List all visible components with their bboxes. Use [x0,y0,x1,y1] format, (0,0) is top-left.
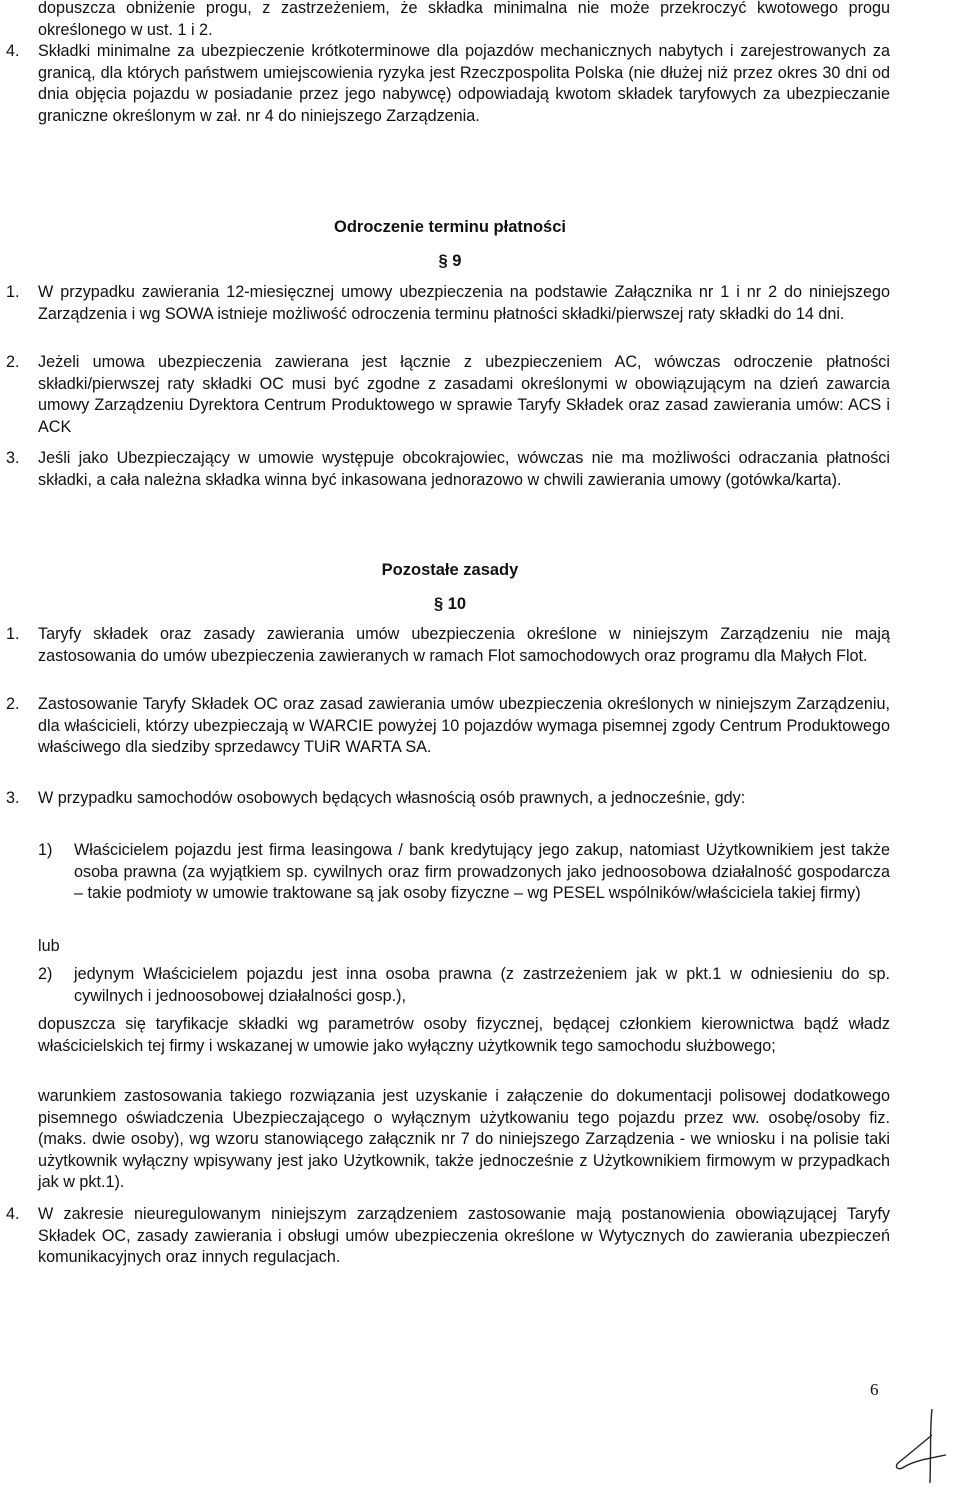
paragraph-warunek: warunkiem zastosowania takiego rozwiązania jest uzyskanie i załączenie do dokumentacji polisowej dodatkowego pisemnego oświadczenia Ubezpieczającego o wyłącznym użytkowaniu tego pojazdu przez ww. osobę/osoby fiz. (maks. dwie osoby), wg wzoru stanowiącego załącznik nr 7 do niniejszego Zarządzenia - we wniosku i na polisie taki użytkownik wyłączny wpisywany jest jako Użytkownik, także jednocześnie z Użytkownikiem firmowym w przypadkach jak w pkt.1). [38,1087,890,1191]
sub-item-2 [38,964,890,1007]
page-number: 6 [870,1380,879,1399]
clause-text: W zakresie nieuregulowanym niniejszym zarządzeniem zastosowanie mają postanowienia obowiązującej Taryfy Składek OC, zasady zawierania i obsługi umów ubezpieczenia określone w Wytycznych do zawierania ubezpieczeń komunikacyjnych oraz innych regulacjach. [38,1205,890,1266]
section-10-item-1 [0,624,890,667]
clause-text: Zastosowanie Taryfy Składek OC oraz zasad zawierania umów ubezpieczenia określonych w niniejszym Zarządzeniu, dla właścicieli, którzy ubezpieczają w WARCIE powyżej 10 pojazdów wymaga pisemnej zgody Centrum Produktowego właściwego dla siedziby sprzedawcy TUiR WARTA SA. [38,695,890,756]
sub-item-1 [38,840,890,905]
section-9-item-1 [0,282,890,325]
clause-text: Jeśli jako Ubezpieczający w umowie występuje obcokrajowiec, wówczas nie ma możliwości odraczania płatności składki, a cała należna składka winna być inkasowana jednorazowo w chwili zawierania umowy (gotówka/karta). [38,449,890,489]
section-10-item-2 [0,694,890,759]
handwritten-initial-icon [890,1405,950,1490]
section-9-item-2 [0,352,890,438]
section-10-item-4 [0,1204,890,1269]
clause-number: 1. [6,283,20,301]
section-10-sign: § 10 [433,595,467,613]
section-9-item-3 [0,448,890,491]
continuation-paragraph: dopuszcza obniżenie progu, z zastrzeżeniem, że składka minimalna nie może przekroczyć kwotowego progu określonego w ust. 1 i 2. [38,0,890,39]
clause-text: Składki minimalne za ubezpieczenie krótkoterminowe dla pojazdów mechanicznych nabytych i zarejestrowanych za granicą, dla których państwem umiejscowienia ryzyka jest Rzeczpospolita Polska (nie dłużej niż przez okres 30 dni od dnia objęcia pojazdu w posiadanie przez jego nabywcę) odpowiadają kwotom składek taryfowych za ubezpieczanie graniczne określonym w zał. nr 4 do niniejszego Zarządzenia. [38,42,890,125]
clause-number: 1. [6,625,20,643]
conjunction-lub: lub [38,937,60,955]
paragraph-taryfikacja: dopuszcza się taryfikacje składki wg parametrów osoby fizycznej, będącej członkiem kierownictwa bądź władz właścicielskich tej firmy i wskazanej w umowie jako wyłączny użytkownik tego samochodu służbowego; [38,1015,890,1055]
sub-item-number: 2) [38,965,53,983]
clause-number: 2. [6,353,20,371]
clause-item-4 [0,41,890,127]
clause-number: 4. [6,1205,20,1223]
clause-text: W przypadku zawierania 12-miesięcznej umowy ubezpieczenia na podstawie Załącznika nr 1 i nr 2 do niniejszego Zarządzenia i wg SOWA istnieje możliwość odroczenia terminu płatności składki/pierwszej raty składki do 14 dni. [38,283,890,323]
section-10-heading: Pozostałe zasady [381,561,519,579]
sub-item-text: jedynym Właścicielem pojazdu jest inna osoba prawna (z zastrzeżeniem jak w pkt.1 w odniesieniu do sp. cywilnych i jednoosobowej działalności gosp.), [74,965,890,1005]
section-9-heading: Odroczenie terminu płatności [334,218,566,236]
section-9-sign: § 9 [438,252,462,270]
clause-text: Jeżeli umowa ubezpieczenia zawierana jest łącznie z ubezpieczeniem AC, wówczas odroczenie płatności składki/pierwszej raty składki OC musi być zgodne z zasadami określonymi w obowiązującym na dzień zawarcia umowy Zarządzeniu Dyrektora Centrum Produktowego w sprawie Taryfy Składek oraz zasad zawierania umów: ACS i ACK [38,353,890,436]
clause-text: Taryfy składek oraz zasady zawierania umów ubezpieczenia określone w niniejszym Zarządzeniu nie mają zastosowania do umów ubezpieczenia zawieranych w ramach Flot samochodowych oraz programu dla Małych Flot. [38,625,890,665]
sub-item-number: 1) [38,841,53,859]
section-10-item-3 [0,788,890,810]
clause-number: 4. [6,42,20,60]
clause-number: 3. [6,789,20,807]
clause-number: 3. [6,449,20,467]
sub-item-text: Właścicielem pojazdu jest firma leasingowa / bank kredytujący jego zakup, natomiast Użytkownikiem jest także osoba prawna (za wyjątkiem sp. cywilnych oraz firm prowadzonych jako jednoosobowa działalność gospodarcza – takie podmioty w umowie traktowane są jak osoby fizyczne – wg PESEL wspólników/właściciela takiej firmy) [74,841,890,902]
clause-number: 2. [6,695,20,713]
clause-text: W przypadku samochodów osobowych będących własnością osób prawnych, a jednocześnie, gdy: [38,789,746,807]
